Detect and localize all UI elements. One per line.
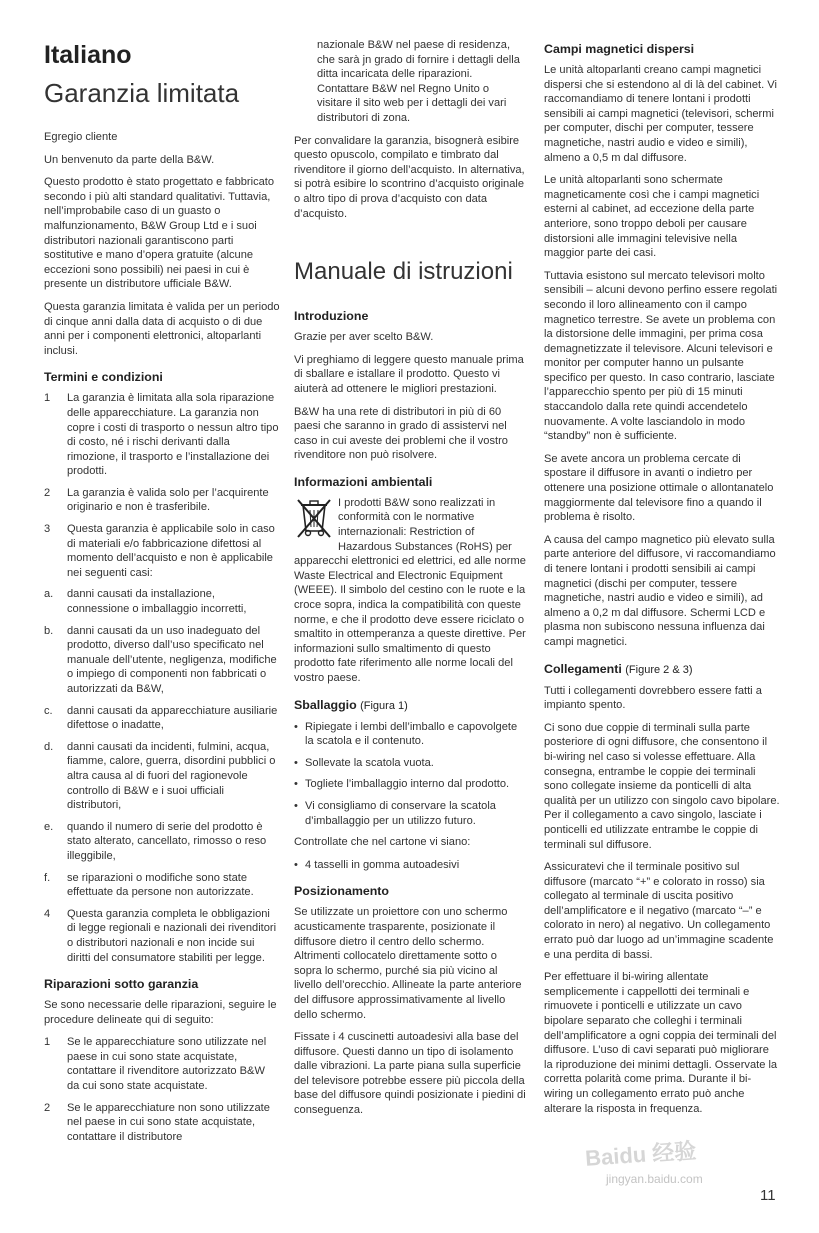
warranty-paragraph: Egregio cliente: [44, 131, 118, 143]
connections-paragraph: Per effettuare il bi-wiring allentate semplicemente i cappellotti dei terminali e rimuovete i ponticelli e utilizzate un cavo bipolare separato che colleghi i terminali dell’amplificatore a ogni coppia dei terminali del diffusore. L’uso di cavi separati può migliorare la riproduzione dei minimi dettagli. Osservate la corretta polarità come prima. Durante il bi-wiring un collegamento errato può anche alterare la risposta in frequenza.: [544, 971, 778, 1115]
list-text: Vi consigliamo di conservare la scatola d’imballaggio per un utilizzo futuro.: [305, 799, 496, 827]
magnetic-paragraph: Se avete ancora un problema cercate di spostare il diffusore in avanti o indietro per ottenere una posizione ottimale o allontanatelo maggiormente dal televisore fino a quando il problema è risolto.: [544, 452, 774, 524]
list-text: La garanzia è limitata alla sola riparazione delle apparecchiature. La garanzia non copre i costi di trasporto o nessun altro tipo di costo, né i rischi derivanti dalla rimozione, il trasporto e l’installazione dei prodotti.: [67, 392, 279, 478]
manual-title: Manuale di istruzioni: [294, 258, 513, 286]
terms-item: [44, 522, 280, 580]
intro-paragraph: Grazie per aver scelto B&W.: [294, 331, 434, 344]
warranty-paragraph: Un benvenuto da parte della B&W.: [44, 153, 215, 166]
connections-paragraph: Assicuratevi che il terminale positivo sul diffusore (marcato “+” e colorato in rosso) sia collegato al terminale di uscita positivo dell’amplificatore e il negativo (marcato “–” e colorato in nero) al negativo. Un collegamento errato può dar luogo ad un’immagine scadente e una perdita di bassi.: [544, 861, 774, 961]
positioning-text: [294, 905, 526, 1117]
positioning-heading: Posizionamento: [294, 884, 390, 899]
list-text: quando il numero di serie del prodotto è stato alterato, cancellato, rimosso o reso illeggibile,: [67, 820, 267, 862]
list-number: b.: [44, 624, 54, 637]
warranty-paragraph: Questo prodotto è stato progettato e fabbricato secondo i più alti standard qualitativi. Tuttavia, nell’improbabile caso di un guasto o malfunzionamento, B&W Group Ltd e i suoi distributori nazionali garantiscono parti sostitutive e mano d’opera gratuite (alcune eccezioni sono possibili) nei paesi in cui è presente un distributore ufficiale B&W.: [44, 176, 275, 291]
terms-list: [44, 391, 280, 965]
unpack-item: [294, 777, 526, 792]
magnetic-paragraph: Le unità altoparlanti creano campi magnetici dispersi che si estendono al di là del cabinet. Vi raccomandiamo di tenere lontani i prodotti sensibili ai campi magnetici (televisori, schermi per computer, dischi per computer, tessere magnetiche, nastri audio e video e simili), almeno a 0,5 m dal diffusore.: [544, 64, 777, 164]
list-number: a.: [44, 588, 54, 601]
repairs-heading: Riparazioni sotto garanzia: [44, 977, 199, 992]
repairs-item: [44, 1101, 280, 1145]
list-text: Sollevate la scatola vuota.: [305, 756, 434, 769]
list-number: 3: [44, 523, 51, 536]
list-text: danni causati da incidenti, fulmini, acqua, fiamme, calore, guerra, disordini pubblici o altra causa al di fuori del ragionevole controllo di B&W e i suoi ufficiali distributori,: [67, 740, 276, 812]
terms-item: [44, 907, 280, 965]
list-text: danni causati da un uso inadeguato del prodotto, diverso dall’uso specificato nel manuale dell’utente, negligenza, modifiche o impiego di componenti non fabbricati o autorizzati da B&W,: [67, 624, 277, 695]
terms-item: [44, 486, 280, 515]
check-item: [294, 858, 526, 873]
warranty-intro: [44, 130, 280, 358]
column-3: [544, 38, 780, 1124]
bullet-icon: •: [294, 756, 298, 769]
repairs-list: [44, 1035, 280, 1144]
env-heading: Informazioni ambientali: [294, 474, 433, 489]
terms-heading: Termini e condizioni: [44, 370, 163, 385]
magnetic-text: [544, 63, 780, 650]
list-text: Questa garanzia completa le obbligazioni di legge regionali e nazionali dei rivenditori o distributori nazionali e non incide sui diritti del consumatore stabiliti per legge.: [67, 907, 277, 964]
list-number: c.: [44, 704, 53, 717]
unpack-item: [294, 799, 526, 828]
unpack-item: [294, 720, 526, 749]
list-number: f.: [44, 871, 51, 884]
bullet-icon: •: [294, 778, 298, 791]
repairs-intro: Se sono necessarie delle riparazioni, seguire le procedure delineate qui di seguito:: [44, 999, 277, 1026]
terms-item: [44, 624, 280, 697]
column-1: [44, 38, 280, 1151]
check-text: Controllate che nel cartone vi siano:: [294, 836, 471, 849]
watermark: Baidu 经验: [584, 1138, 698, 1171]
unpack-item: [294, 756, 526, 771]
weee-bin-icon: [294, 496, 334, 540]
terms-item: [44, 587, 280, 616]
list-number: 2: [44, 486, 51, 499]
intro-heading: Introduzione: [294, 309, 369, 324]
bullet-icon: •: [294, 799, 298, 812]
list-number: 1: [44, 392, 51, 405]
terms-item: [44, 740, 280, 813]
bullet-icon: •: [294, 720, 298, 733]
terms-item: [44, 820, 280, 864]
list-text: Se le apparecchiature sono utilizzate nel paese in cui sono state acquistate, contattare il rivenditore autorizzato B&W da cui sono state acquistate.: [67, 1036, 267, 1093]
list-text: danni causati da installazione, connessione o imballaggio incorretti,: [67, 588, 247, 616]
column-2: [294, 38, 526, 1126]
bullet-icon: •: [294, 858, 298, 871]
list-text: danni causati da apparecchiature ausiliarie difettose o inadatte,: [67, 704, 278, 732]
list-text: se riparazioni o modifiche sono state effettuate da persone non autorizzate.: [67, 871, 254, 899]
list-text: Ripiegate i lembi dell’imballo e capovolgete la scatola e il contenuto.: [305, 720, 518, 748]
magnetic-heading: Campi magnetici dispersi: [544, 42, 695, 56]
terms-item: [44, 391, 280, 479]
watermark-url: jingyan.baidu.com: [606, 1172, 703, 1186]
connections-heading: Collegamenti (Figure 2 & 3): [544, 661, 693, 676]
list-number: 2: [44, 1101, 51, 1114]
list-text: Togliete l’imballaggio interno dal prodotto.: [305, 778, 510, 791]
magnetic-paragraph: Le unità altoparlanti sono schermate magneticamente così che i campi magnetici esterni al cabinet, ad eccezione della parte anteriore, sono troppo deboli per causare distorsioni alle immagini televisive nella maggior parte dei casi.: [544, 174, 760, 260]
unpack-list: [294, 720, 526, 829]
connections-paragraph: Ci sono due coppie di terminali sulla parte posteriore di ogni diffusore, che consentono il bi-wiring nel caso si volesse effettuare. Alla consegna, entrambe le coppie dei terminali sono collegate insieme da ponticelli di alta qualità per un utilizzo con singolo cavo bipolare. Per il collegamento a cavo singolo, lasciate i ponticelli ed utilizzate entrambe le coppie di terminali sul diffusore.: [544, 721, 780, 851]
intro-paragraph: B&W ha una rete di distributori in più di 60 paesi che saranno in grado di assistervi nel caso in cui aveste dei problemi che il vostro rivenditore non può risolvere.: [294, 405, 508, 462]
magnetic-paragraph: Tuttavia esistono sul mercato televisori molto sensibili – alcuni devono perfino essere regolati secondo il loro allineamento con il campo magnetico terrestre. Se avete un problema con la distorsione delle immagini, per prima cosa demagnetizzate il televisore. Alcuni televisori e monitor per computer hanno un pulsante specifico per questo. In caso contrario, lasciate l’apparecchio spento per più di 15 minuti staccandolo dalla rete quindi accendetelo nuovamente. A volte lasciandolo in modo “standby” non è sufficiente.: [544, 269, 778, 443]
list-number: e.: [44, 820, 54, 833]
list-text: Se le apparecchiature non sono utilizzate nel paese in cui sono state acquistate, contattare il distributore: [67, 1101, 270, 1143]
connections-paragraph: Tutti i collegamenti dovrebbero essere fatti a impianto spento.: [544, 684, 762, 712]
list-text: Questa garanzia è applicabile solo in caso di materiali e/o fabbricazione difettosi al momento dell’acquisto e non è applicabile nei seguenti casi:: [67, 523, 275, 579]
list-text: 4 tasselli in gomma autoadesivi: [305, 858, 460, 871]
page-number: 11: [760, 1187, 776, 1204]
validate-text: Per convalidare la garanzia, bisognerà esibire questo opuscolo, compilato e timbrato dal rivenditore il giorno dell’acquisto. In alternativa, si potrà esibire lo scontrino d’acquisto originale o altro tipo di prova d’acquisto con data d’acquisto.: [294, 134, 525, 220]
env-text: I prodotti B&W sono realizzati in conformità con le normative internazionali: Restriction of Hazardous Substances (RoHS) per apparecchi elettronici ed elettrici, ed alle norme Waste Electrical and Electronic Equipment (WEEE). Il simbolo del cestino con le ruote e la croce sopra, indica la compatibilità con queste norme, e che il prodotto deve essere riciclato o smaltito in ottemperanza a queste direttive. Per informazioni sullo smaltimento di questo prodotto fate riferimento alle norme locali del vostro paese.: [294, 496, 526, 684]
warranty-title: Garanzia limitata: [44, 78, 240, 108]
connections-text: [544, 684, 780, 1117]
warranty-paragraph: Questa garanzia limitata è valida per un periodo di cinque anni dalla data di acquisto o di due anni per i componenti elettronici, altoparlanti inclusi.: [44, 300, 280, 357]
terms-item: [44, 871, 280, 900]
list-number: 4: [44, 907, 51, 920]
list-text: La garanzia è valida solo per l’acquirente originario e non è trasferibile.: [67, 486, 269, 514]
positioning-paragraph: Se utilizzate un proiettore con uno schermo acusticamente trasparente, posizionate il diffusore dietro il centro dello schermo. Altrimenti collocatelo direttamente sotto o sopra lo schermo, purché sia più vicino al livello dell’orecchio. Allineate la parte anteriore del diffusore approssimativamente al livello dello schermo.: [294, 906, 522, 1021]
check-list: [294, 858, 526, 873]
list-number: 1: [44, 1036, 51, 1049]
repairs-item: [44, 1035, 280, 1093]
repairs-continued: nazionale B&W nel paese di residenza, che sarà jn grado di fornire i dettagli della ditta incaricata delle riparazioni. Contattare B&W nel Regno Unito o visitare il sito web per i dettagli dei vari distributori di zona.: [317, 39, 520, 124]
language-heading: Italiano: [44, 41, 132, 69]
intro-paragraph: Vi preghiamo di leggere questo manuale prima di sballare e istallare il prodotto. Questo vi aiuterà ad ottenere le migliori prestazioni.: [294, 353, 524, 395]
intro-text: [294, 330, 526, 463]
list-number: d.: [44, 740, 54, 753]
unpack-heading: Sballaggio (Figura 1): [294, 697, 408, 712]
magnetic-paragraph: A causa del campo magnetico più elevato sulla parte anteriore del diffusore, vi raccomandiamo di tenere lontani i prodotti sensibili ai campi magnetici (dischi per computer, tessere magnetiche, nastri audio e video e simili), ad almeno a 0,2 m dal diffusore. Schermi LCD e plasma non subiscono nessuna influenza dai campi magnetici.: [544, 533, 776, 648]
terms-item: [44, 704, 280, 733]
positioning-paragraph: Fissate i 4 cuscinetti autoadesivi alla base del diffusore. Questi danno un tipo di isolamento dalle vibrazioni. La parte piana sulla superficie del televisore potrebbe essere più piccola della base del diffusore quindi posizionate i piedini di conseguenza.: [294, 1031, 526, 1117]
